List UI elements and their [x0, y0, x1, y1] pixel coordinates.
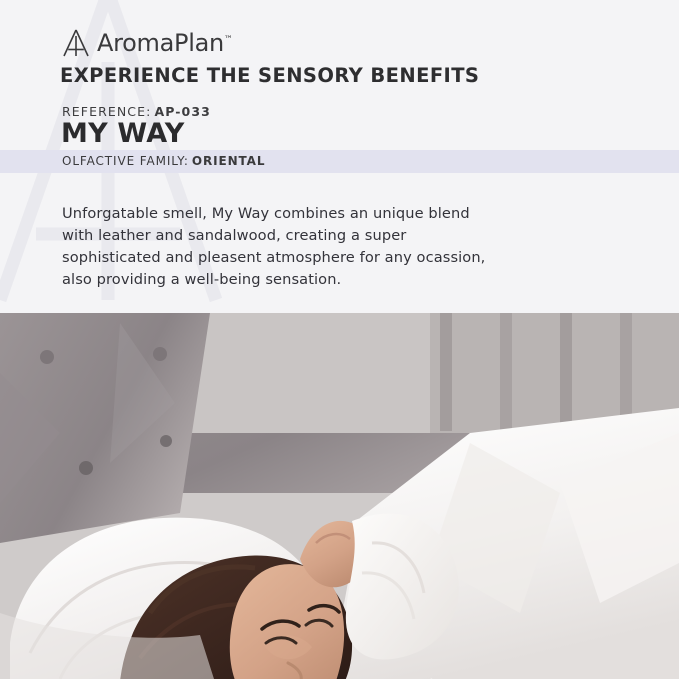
olfactive-family-label: OLFACTIVE FAMILY: [62, 154, 189, 168]
product-name: MY WAY [61, 118, 185, 149]
trademark-symbol: ™ [223, 35, 233, 45]
reference-value: AP-033 [154, 104, 211, 119]
aromaplan-triangle-logo-icon [62, 28, 90, 58]
olfactive-family-row [62, 154, 265, 168]
brand-name [97, 29, 233, 57]
product-description: Unforgatable smell, My Way combines an unique blend with leather and sandalwood, creating a super sophisticated and pleasent atmosphere for any ocassion, also providing a well-being sensation. [62, 205, 486, 288]
brand-name-text: AromaPlan [97, 29, 224, 57]
brand-logo [62, 28, 233, 58]
reference-row [62, 104, 211, 119]
lifestyle-photo [0, 313, 679, 679]
headline: EXPERIENCE THE SENSORY BENEFITS [60, 64, 480, 87]
info-panel [0, 0, 679, 313]
olfactive-family-value: ORIENTAL [191, 154, 266, 168]
reference-label: REFERENCE: [62, 104, 152, 119]
